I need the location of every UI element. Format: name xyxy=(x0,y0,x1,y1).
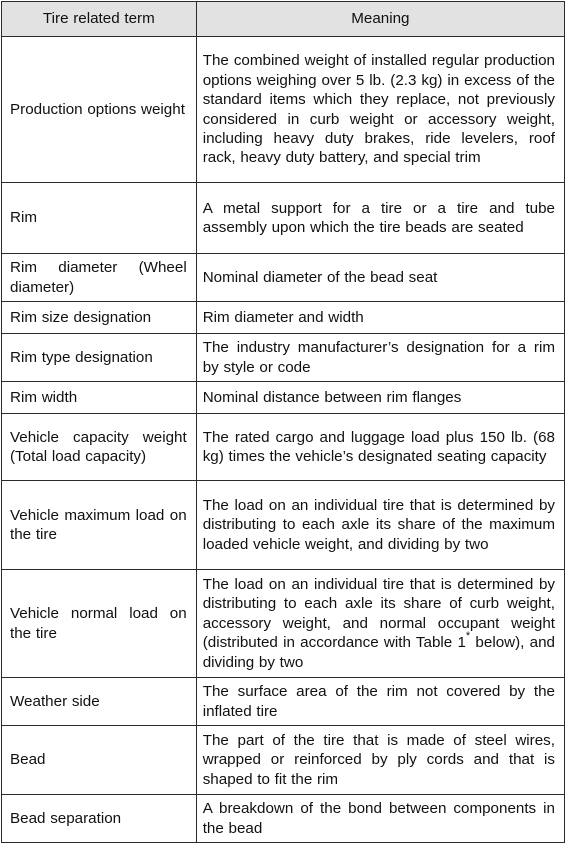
meaning-text: below), and dividing by two xyxy=(202,634,555,671)
column-header-term: Tire related term xyxy=(2,2,197,37)
term-cell: Rim diameter (Wheel diameter) xyxy=(2,254,197,302)
meaning-cell: A breakdown of the bond between components in the bead xyxy=(196,795,564,843)
table-row xyxy=(2,414,565,481)
table-row xyxy=(2,254,565,302)
term-cell: Bead xyxy=(2,726,197,795)
meaning-text: The load on an individual tire that is determined by distributing to each axle its share of curb weight, accessory weight, and normal occupant weight (distributed in accordance with Table 1 xyxy=(202,575,555,652)
table-row xyxy=(2,382,565,414)
meaning-cell: The rated cargo and luggage load plus 150 lb. (68 kg) times the vehicle’s designated seating capacity xyxy=(196,414,564,481)
tire-terms-table xyxy=(1,1,565,843)
term-cell: Rim width xyxy=(2,382,197,414)
column-header-meaning: Meaning xyxy=(196,2,564,37)
term-cell: Production options weight xyxy=(2,37,197,183)
meaning-cell: The part of the tire that is made of steel wires, wrapped or reinforced by ply cords and that is shaped to fit the rim xyxy=(196,726,564,795)
table-row xyxy=(2,726,565,795)
meaning-cell: A metal support for a tire or a tire and tube assembly upon which the tire beads are seated xyxy=(196,183,564,254)
table-row xyxy=(2,334,565,382)
meaning-cell: Rim diameter and width xyxy=(196,302,564,334)
footnote-asterisk: * xyxy=(465,630,471,643)
meaning-cell: The industry manufacturer’s designation for a rim by style or code xyxy=(196,334,564,382)
meaning-cell: Nominal distance between rim flanges xyxy=(196,382,564,414)
meaning-cell: The surface area of the rim not covered by the inflated tire xyxy=(196,678,564,726)
term-cell: Weather side xyxy=(2,678,197,726)
meaning-cell xyxy=(196,570,564,678)
table-row xyxy=(2,481,565,570)
table-header-row xyxy=(2,2,565,37)
meaning-cell: The load on an individual tire that is determined by distributing to each axle its share of the maximum loaded vehicle weight, and dividing by two xyxy=(196,481,564,570)
meaning-cell: Nominal diameter of the bead seat xyxy=(196,254,564,302)
term-cell: Vehicle normal load on the tire xyxy=(2,570,197,678)
term-cell: Rim size designation xyxy=(2,302,197,334)
term-cell: Rim xyxy=(2,183,197,254)
table-row xyxy=(2,678,565,726)
table-row xyxy=(2,795,565,843)
term-cell: Vehicle capacity weight (Total load capacity) xyxy=(2,414,197,481)
meaning-cell: The combined weight of installed regular production options weighing over 5 lb. (2.3 kg) in excess of the standard items which they replace, not previously considered in curb weight or accessory weight, including heavy duty brakes, ride levelers, roof rack, heavy duty battery, and special trim xyxy=(196,37,564,183)
table-row xyxy=(2,570,565,678)
term-cell: Bead separation xyxy=(2,795,197,843)
table-row xyxy=(2,37,565,183)
tire-terms-table-wrapper xyxy=(1,1,565,843)
term-cell: Vehicle maximum load on the tire xyxy=(2,481,197,570)
term-cell: Rim type designation xyxy=(2,334,197,382)
table-row xyxy=(2,183,565,254)
table-row xyxy=(2,302,565,334)
